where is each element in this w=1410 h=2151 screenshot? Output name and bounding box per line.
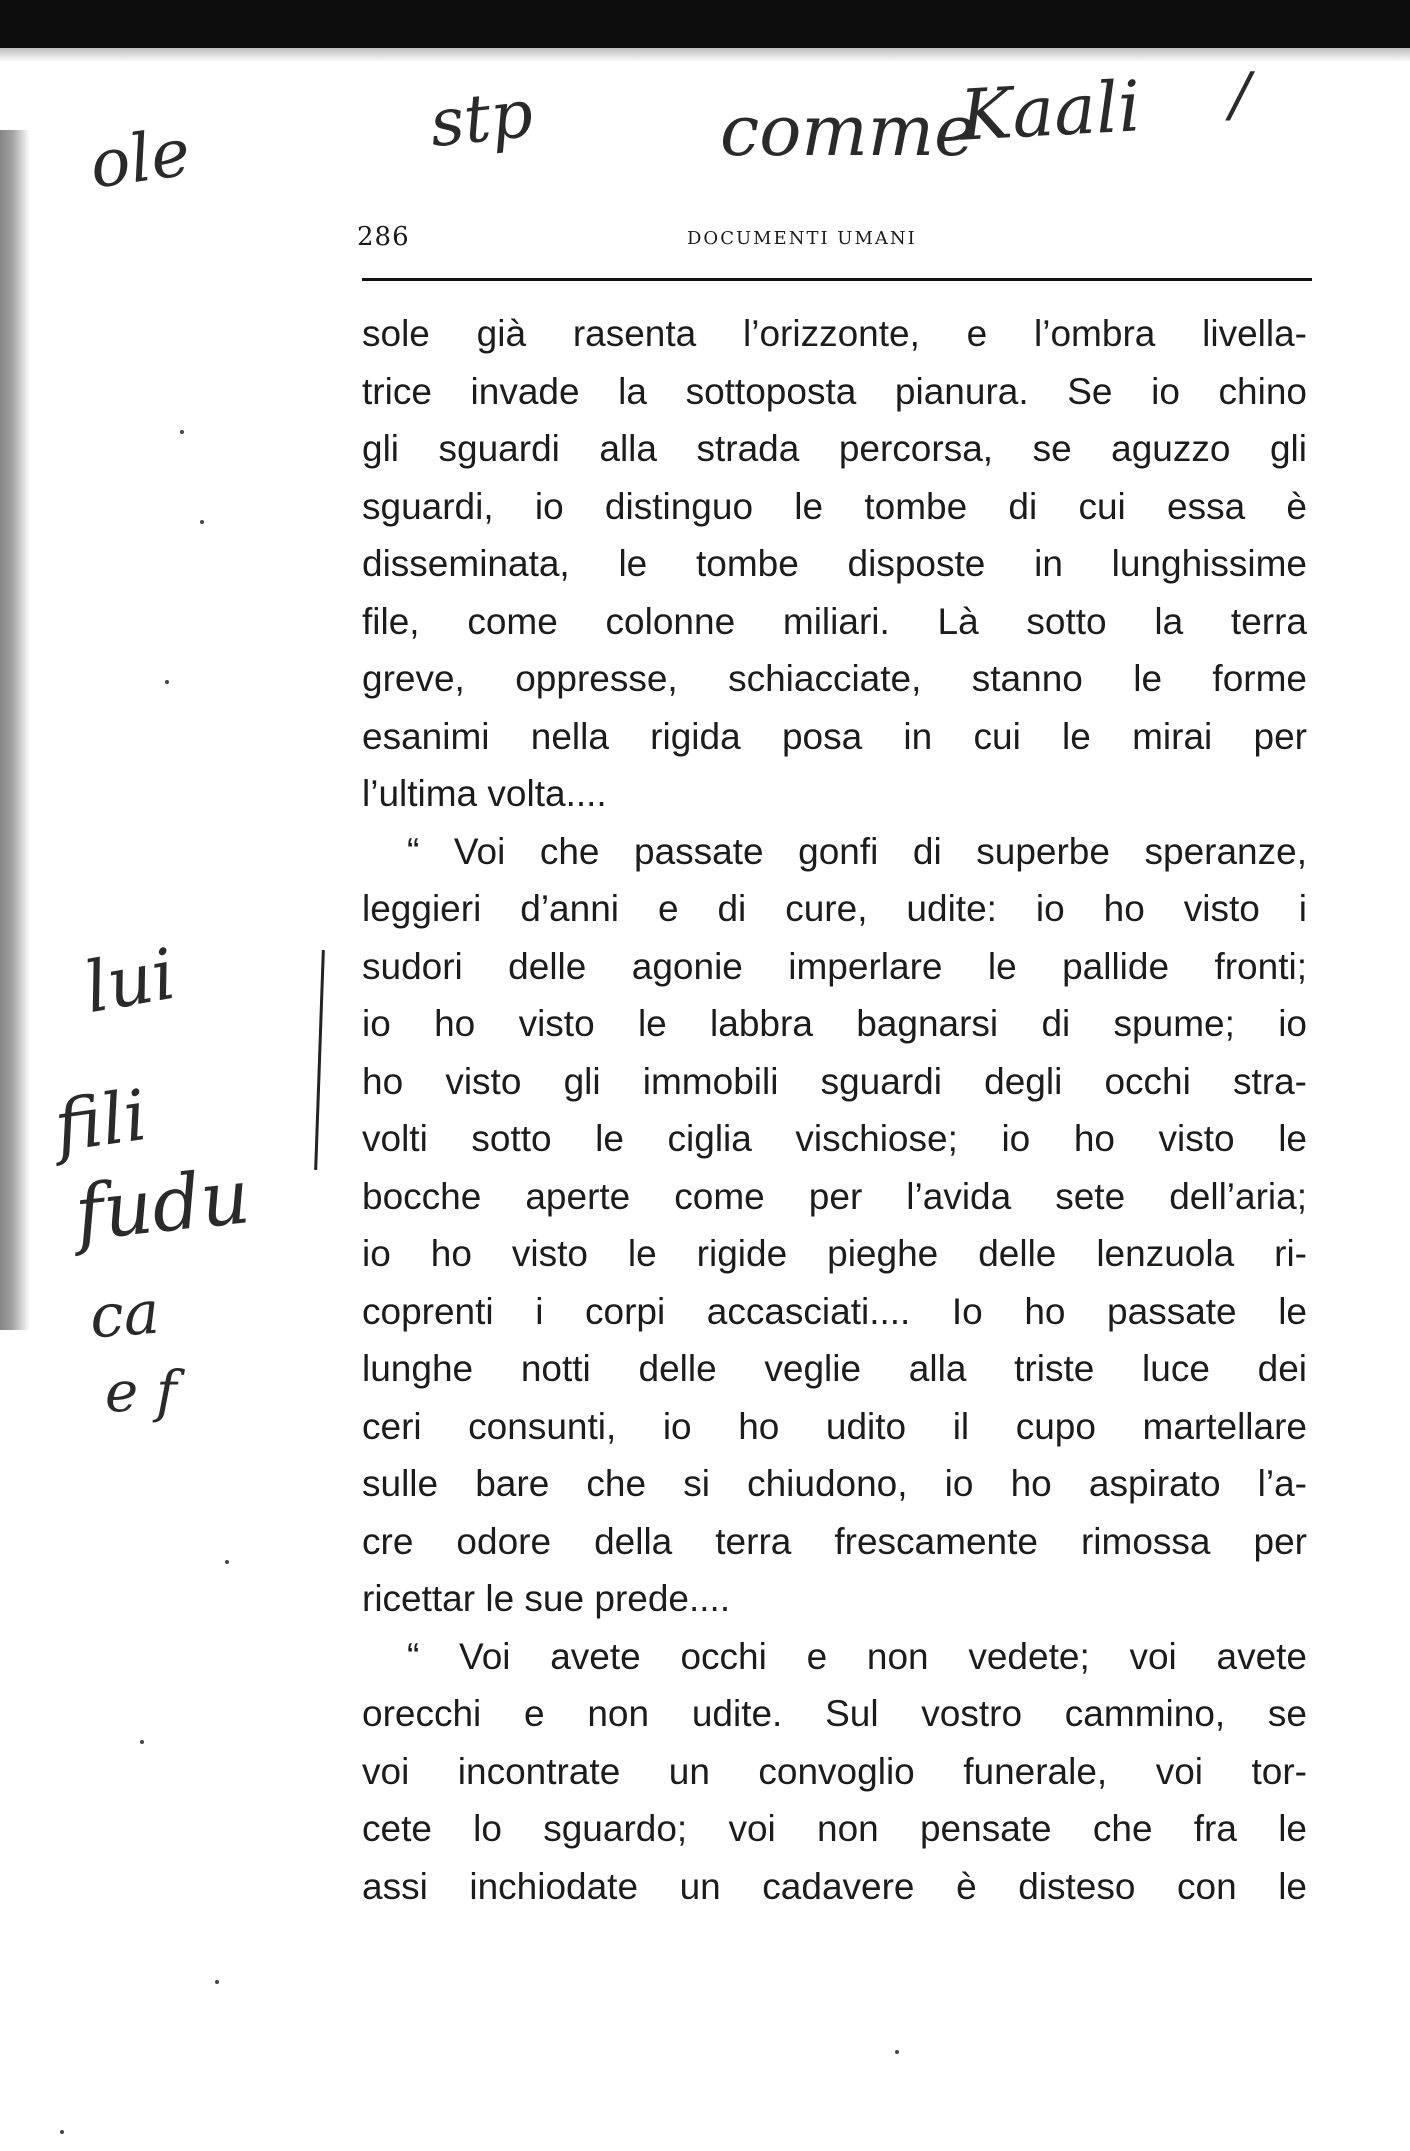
scan-speck	[180, 430, 184, 434]
text-line: ceri consunti, io ho udito il cupo martellare	[362, 1405, 1307, 1447]
running-head: DOCUMENTI UMANI	[687, 228, 917, 249]
text-line: sulle bare che si chiudono, io ho aspirato l’a-	[362, 1463, 1307, 1504]
text-line: assi inchiodate un cadavere è disteso con le	[362, 1865, 1307, 1907]
text-line: trice invade la sottoposta pianura. Se io chino	[362, 370, 1307, 412]
scan-top-shadow	[0, 48, 1410, 62]
text-line: disseminata, le tombe disposte in lunghissime	[362, 543, 1307, 584]
text-line: “ Voi che passate gonfi di superbe speranze,	[407, 830, 1307, 872]
handwritten-margin-note: ca	[87, 1277, 162, 1353]
text-line: io ho visto le rigide pieghe delle lenzuola ri-	[362, 1233, 1307, 1274]
text-line: ricettar le sue prede....	[362, 1578, 731, 1619]
handwritten-note: ole	[85, 113, 195, 204]
text-line: sudori delle agonie imperlare le pallide fronti;	[362, 945, 1307, 987]
text-line: bocche aperte come per l’avida sete dell’aria;	[362, 1175, 1307, 1217]
text-line: “ Voi avete occhi e non vedete; voi avete	[407, 1635, 1307, 1677]
text-line: sole già rasenta l’orizzonte, e l’ombra livella-	[362, 313, 1307, 354]
scan-speck	[895, 2050, 899, 2054]
text-line: cete lo sguardo; voi non pensate che fra le	[362, 1808, 1307, 1849]
header-rule	[362, 278, 1312, 281]
text-line: io ho visto le labbra bagnarsi di spume; io	[362, 1003, 1307, 1044]
page-number: 286	[357, 222, 410, 252]
scan-speck	[165, 680, 169, 684]
text-line: volti sotto le ciglia vischiose; io ho visto le	[362, 1118, 1307, 1159]
handwritten-margin-line	[314, 950, 325, 1170]
handwritten-margin-note: e f	[105, 1360, 177, 1425]
handwritten-margin-note: fili	[49, 1074, 152, 1168]
text-line: leggieri d’anni e di cure, udite: io ho visto i	[362, 888, 1307, 929]
text-line: ho visto gli immobili sguardi degli occhi stra-	[362, 1060, 1307, 1102]
text-line: file, come colonne miliari. Là sotto la terra	[362, 600, 1307, 642]
paragraph	[362, 823, 1307, 1628]
scan-top-border	[0, 0, 1410, 48]
text-line: gli sguardi alla strada percorsa, se aguzzo gli	[362, 428, 1307, 469]
text-line: cre odore della terra frescamente rimossa per	[362, 1520, 1307, 1562]
text-line: sguardi, io distinguo le tombe di cui essa è	[362, 485, 1307, 527]
text-line: greve, oppresse, schiacciate, stanno le forme	[362, 658, 1307, 699]
scan-speck	[60, 2130, 64, 2134]
scan-left-binding-shadow	[0, 130, 30, 1330]
handwritten-margin-note: fudu	[70, 1151, 254, 1258]
scan-speck	[215, 1980, 219, 1984]
text-line: lunghe notti delle veglie alla triste luce dei	[362, 1348, 1307, 1389]
text-line: coprenti i corpi accasciati.... Io ho passate le	[362, 1290, 1307, 1332]
text-line: esanimi nella rigida posa in cui le mirai per	[362, 715, 1307, 757]
paragraph	[362, 305, 1307, 823]
handwritten-margin-note: lui	[78, 932, 182, 1030]
page-header	[357, 222, 1307, 262]
handwritten-note: comme	[720, 90, 976, 172]
paragraph	[362, 1628, 1307, 1916]
handwritten-note: stp	[426, 74, 537, 163]
handwritten-note: Kaali	[957, 65, 1143, 157]
text-line: orecchi e non udite. Sul vostro cammino, se	[362, 1693, 1307, 1734]
text-line: l’ultima volta....	[362, 773, 607, 814]
scan-speck	[200, 520, 204, 524]
body-text	[362, 305, 1307, 1915]
handwritten-note: /	[1230, 60, 1251, 130]
scan-speck	[140, 1740, 144, 1744]
text-line: voi incontrate un convoglio funerale, voi tor-	[362, 1750, 1307, 1792]
scan-speck	[225, 1560, 229, 1564]
